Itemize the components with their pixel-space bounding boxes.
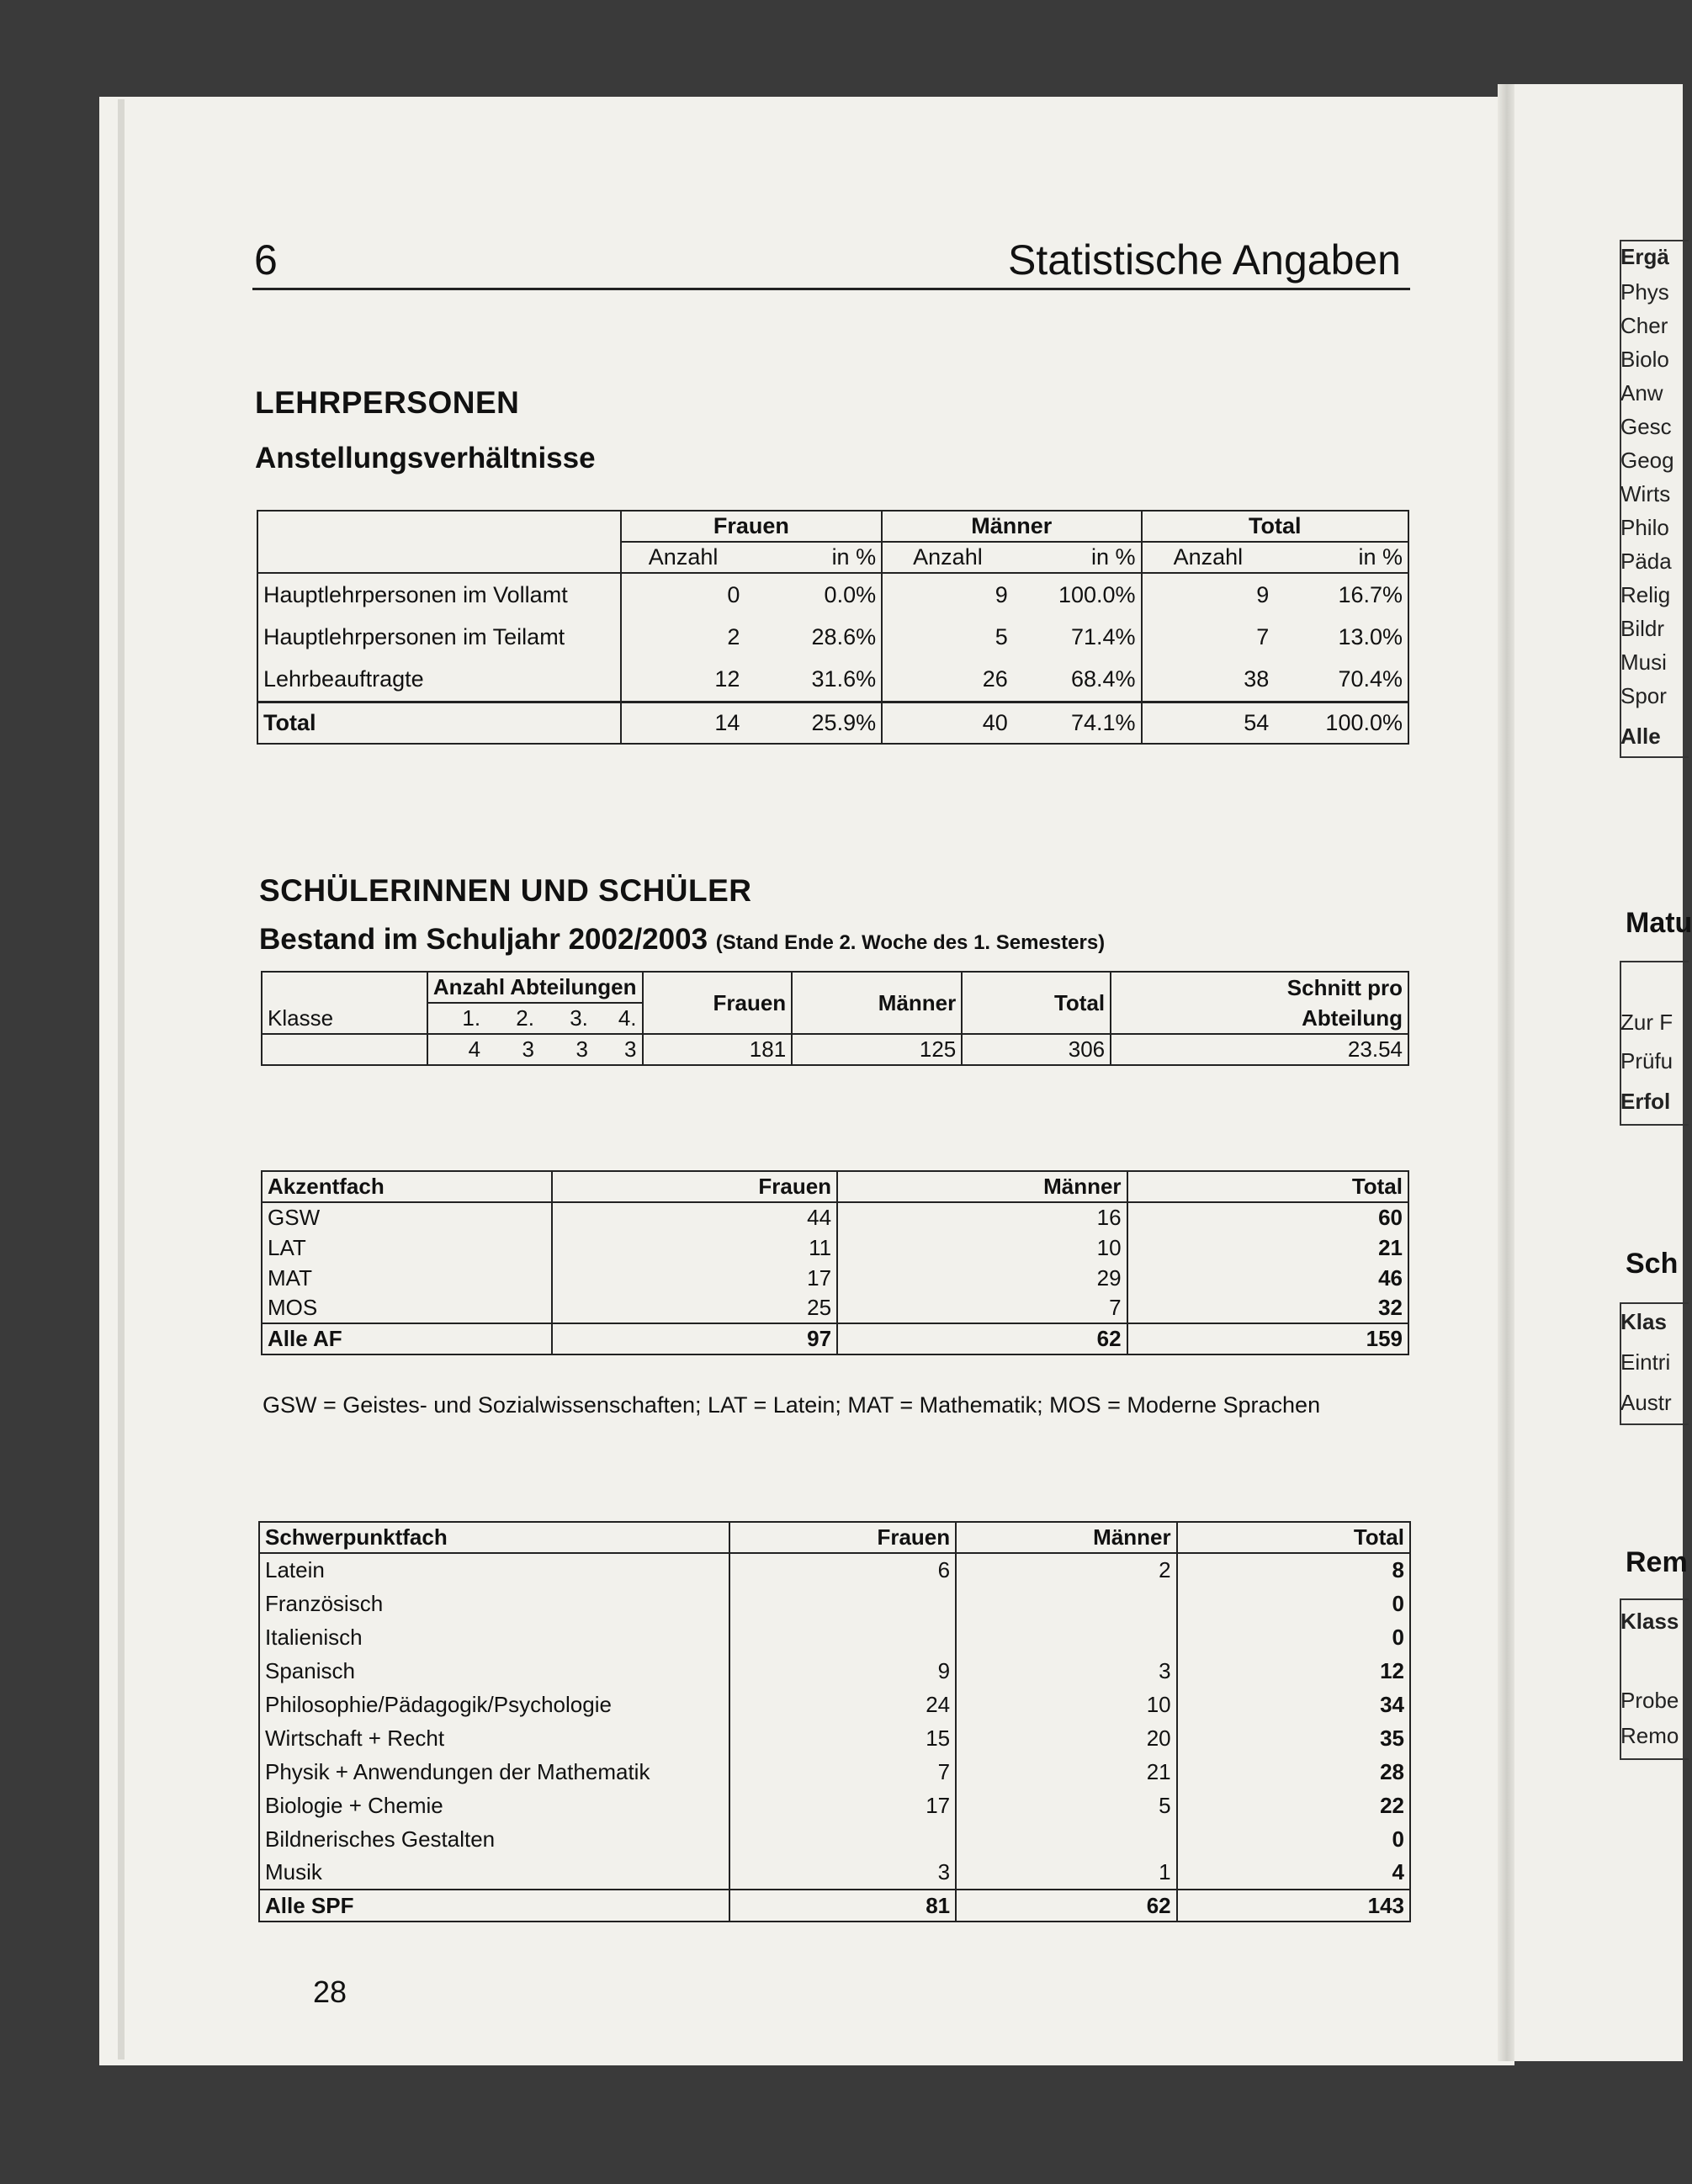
cell: 22 [1380, 1792, 1404, 1818]
cell: 71.4% [1070, 624, 1136, 649]
maenner-label: Männer [792, 972, 962, 1034]
col-header: in % [1091, 544, 1136, 570]
cell: MOS [262, 1293, 552, 1323]
col-header: in % [831, 544, 877, 570]
chapter-title: Statistische Angaben [1008, 236, 1401, 284]
cell: 143 [1367, 1892, 1404, 1918]
col-header: Anzahl [1142, 542, 1275, 573]
cell: 3 [593, 1034, 643, 1065]
row-label: Total [263, 709, 316, 735]
table-row [262, 1293, 1408, 1323]
cell: 9 [1142, 573, 1275, 616]
cell: 0 [1392, 1826, 1404, 1852]
cell: 2 [621, 616, 745, 659]
cell: 32 [1378, 1295, 1403, 1320]
cell: 0 [1392, 1590, 1404, 1616]
cell: 11 [552, 1232, 837, 1263]
group-header: Total [1142, 511, 1408, 542]
cell: 7 [1142, 616, 1275, 659]
right-cell: Prüfu [1620, 1048, 1673, 1073]
table-row [259, 1654, 1410, 1688]
cell: 17 [552, 1263, 837, 1293]
table-row [259, 1856, 1410, 1890]
cell: Biologie + Chemie [259, 1789, 729, 1822]
cell: 0.0% [824, 581, 877, 607]
col-header: in % [1358, 544, 1403, 570]
cell: 8 [1392, 1557, 1404, 1582]
table-row [259, 1553, 1410, 1587]
cell [729, 1587, 956, 1620]
cell: Latein [259, 1553, 729, 1587]
cell: 4 [468, 1036, 481, 1062]
cell: 0 [1392, 1624, 1404, 1650]
cell: 14 [621, 702, 745, 744]
cell: 100.0% [1058, 581, 1136, 607]
col-header: Frauen [552, 1171, 837, 1202]
cell: 68.4% [1070, 666, 1136, 692]
right-cell: Bildr [1620, 616, 1665, 641]
right-cell: Erfol [1620, 1089, 1671, 1114]
cell [956, 1620, 1176, 1654]
cell: 159 [1366, 1326, 1403, 1351]
cell: 10 [956, 1688, 1176, 1721]
table-row [259, 1721, 1410, 1755]
cell: 21 [1378, 1234, 1403, 1260]
right-cell: Eintri [1620, 1349, 1671, 1375]
cell: Französisch [259, 1587, 729, 1620]
cell: 2 [956, 1553, 1176, 1587]
cell: 9 [882, 573, 1013, 616]
cell: 29 [837, 1263, 1127, 1293]
table-row [259, 1822, 1410, 1856]
cell: 20 [956, 1721, 1176, 1755]
table-bestand [261, 971, 1409, 1066]
cell: 62 [837, 1323, 1127, 1354]
cell: 13.0% [1338, 624, 1403, 649]
right-heading: Sch [1626, 1248, 1679, 1280]
group-header: Frauen [621, 511, 882, 542]
table-row [259, 1688, 1410, 1721]
subtitle-bestand-note: (Stand Ende 2. Woche des 1. Semesters) [715, 931, 1106, 954]
schnitt-label: Schnitt pro [1286, 974, 1403, 1000]
col-header: Total [1351, 1174, 1403, 1199]
cell: 9 [729, 1654, 956, 1688]
cell [729, 1620, 956, 1654]
header-rule [252, 288, 1410, 290]
row-label: Hauptlehrpersonen im Vollamt [263, 581, 568, 607]
cell: Alle SPF [259, 1890, 729, 1922]
table-anstellung [257, 510, 1409, 745]
total-label: Total [962, 972, 1111, 1034]
table-row [259, 1755, 1410, 1789]
row-label: Hauptlehrpersonen im Teilamt [263, 624, 565, 649]
cell: 0 [621, 573, 745, 616]
cell: 306 [962, 1034, 1111, 1065]
col-header: Anzahl [621, 542, 745, 573]
cell: 81 [729, 1890, 956, 1922]
cell: 70.4% [1338, 666, 1403, 692]
total-row [257, 702, 1408, 744]
cell: Spanisch [259, 1654, 729, 1688]
cell: 12 [621, 659, 745, 702]
col-header: Frauen [729, 1522, 956, 1553]
abteilungen-label: Anzahl Abteilungen [427, 972, 643, 1003]
klasse-label: Klasse [262, 972, 427, 1034]
right-cell: Zur F [1620, 1010, 1673, 1035]
cell: 25.9% [811, 709, 877, 735]
right-cell: Relig [1620, 582, 1671, 607]
footnote-abbreviations: GSW = Geistes- und Sozialwissenschaften; LAT = Latein; MAT = Mathematik; MOS = Moderne Sprachen [263, 1392, 1321, 1418]
right-cell: Päda [1620, 549, 1672, 574]
cell: 4 [1392, 1859, 1404, 1884]
right-heading: Rem [1626, 1546, 1688, 1578]
cell: 7 [729, 1755, 956, 1789]
right-cell: Musi [1620, 649, 1667, 675]
cell: 54 [1142, 702, 1275, 744]
cell: Alle AF [262, 1323, 552, 1354]
col-header: Männer [837, 1171, 1127, 1202]
cell: 15 [729, 1721, 956, 1755]
cell: Wirtschaft + Recht [259, 1721, 729, 1755]
cell: 12 [1380, 1657, 1404, 1683]
right-heading: Matu [1626, 907, 1692, 939]
cell: 44 [552, 1202, 837, 1232]
table-row [262, 1202, 1408, 1232]
right-cell: Alle [1620, 724, 1661, 749]
table-row [262, 1232, 1408, 1263]
cell: 26 [882, 659, 1013, 702]
subtitle-bestand-main: Bestand im Schuljahr 2002/2003 [259, 923, 708, 956]
cell: 97 [552, 1323, 837, 1354]
cell: 28.6% [811, 624, 877, 649]
cell: 6 [729, 1553, 956, 1587]
cell: 16 [837, 1202, 1127, 1232]
right-cell: Gesc [1620, 414, 1672, 439]
cell: 23.54 [1347, 1036, 1403, 1062]
table-row [262, 1034, 1408, 1065]
cell: 3 [522, 1036, 534, 1062]
right-cell: Probe [1620, 1688, 1679, 1713]
cell: 181 [643, 1034, 793, 1065]
year-label: 2. [516, 1005, 534, 1031]
col-header: Schwerpunktfach [259, 1522, 729, 1553]
right-cell: Geog [1620, 448, 1674, 473]
row-label: Lehrbeauftragte [263, 666, 424, 692]
table-akzentfach [261, 1170, 1409, 1355]
right-cell: Wirts [1620, 481, 1671, 506]
table-schwerpunktfach [258, 1521, 1411, 1922]
cell: 21 [956, 1755, 1176, 1789]
right-cell: Cher [1620, 313, 1668, 338]
cell: 35 [1380, 1725, 1404, 1751]
cell: 16.7% [1338, 581, 1403, 607]
cell: Italienisch [259, 1620, 729, 1654]
cell: 7 [837, 1293, 1127, 1323]
col-header: Total [1353, 1524, 1404, 1550]
cell: Philosophie/Pädagogik/Psychologie [259, 1688, 729, 1721]
cell: 100.0% [1325, 709, 1403, 735]
cell: 28 [1380, 1758, 1404, 1784]
right-cell: Spor [1620, 683, 1667, 708]
right-cell: Philo [1620, 515, 1669, 540]
right-cell: Remo [1620, 1723, 1679, 1748]
col-header: Anzahl [882, 542, 1013, 573]
cell [956, 1822, 1176, 1856]
cell: Bildnerisches Gestalten [259, 1822, 729, 1856]
table-row [257, 616, 1408, 659]
table-row [257, 573, 1408, 616]
table-row [259, 1587, 1410, 1620]
cell: 10 [837, 1232, 1127, 1263]
chapter-number: 6 [254, 236, 278, 284]
cell: 62 [956, 1890, 1176, 1922]
cell: GSW [262, 1202, 552, 1232]
subtitle-bestand [259, 923, 1105, 957]
table-corner [257, 511, 621, 573]
cell: 5 [956, 1789, 1176, 1822]
group-header: Männer [882, 511, 1141, 542]
cell [729, 1822, 956, 1856]
cell: 31.6% [811, 666, 877, 692]
table-row [257, 659, 1408, 702]
subtitle-anstellung: Anstellungsverhältnisse [255, 442, 596, 474]
col-header: Männer [956, 1522, 1176, 1553]
right-cell: Anw [1620, 380, 1663, 406]
page-number: 28 [313, 1975, 347, 2009]
total-row [259, 1890, 1410, 1922]
cell: 3 [956, 1654, 1176, 1688]
frauen-label: Frauen [643, 972, 793, 1034]
table-row [262, 1263, 1408, 1293]
schnitt-label: Abteilung [1302, 1005, 1403, 1031]
year-label: 3. [570, 1005, 588, 1031]
table-row [259, 1789, 1410, 1822]
cell: Musik [259, 1856, 729, 1890]
right-cell: Biolo [1620, 347, 1669, 372]
cell: 5 [882, 616, 1013, 659]
section-title-lehrpersonen: LEHRPERSONEN [255, 385, 520, 420]
cell: 60 [1378, 1205, 1403, 1230]
right-cell: Klass [1620, 1609, 1679, 1634]
cell: 3 [575, 1036, 588, 1062]
cell: 24 [729, 1688, 956, 1721]
cell: 38 [1142, 659, 1275, 702]
cell: 34 [1380, 1691, 1404, 1717]
cell: 74.1% [1070, 709, 1136, 735]
cell: 46 [1378, 1264, 1403, 1291]
col-header: Akzentfach [262, 1171, 552, 1202]
right-cell: Phys [1620, 279, 1669, 305]
right-cell: Ergä [1620, 244, 1669, 269]
book-gutter [1498, 84, 1516, 2061]
cell: 17 [729, 1789, 956, 1822]
right-cell: Klas [1620, 1309, 1667, 1334]
right-cell: Austr [1620, 1390, 1672, 1415]
cell [956, 1587, 1176, 1620]
page-edge [118, 99, 125, 2059]
cell: 3 [729, 1856, 956, 1890]
cell: 1 [956, 1856, 1176, 1890]
total-row [262, 1323, 1408, 1354]
cell: Physik + Anwendungen der Mathematik [259, 1755, 729, 1789]
cell: 25 [552, 1293, 837, 1323]
table-row [259, 1620, 1410, 1654]
cell: MAT [262, 1263, 552, 1293]
year-label: 4. [593, 1003, 643, 1034]
cell: 40 [882, 702, 1013, 744]
cell: 125 [792, 1034, 962, 1065]
klasse-value [262, 1034, 427, 1065]
cell: LAT [262, 1232, 552, 1263]
year-label: 1. [462, 1005, 481, 1031]
section-title-schueler: SCHÜLERINNEN UND SCHÜLER [259, 873, 752, 908]
